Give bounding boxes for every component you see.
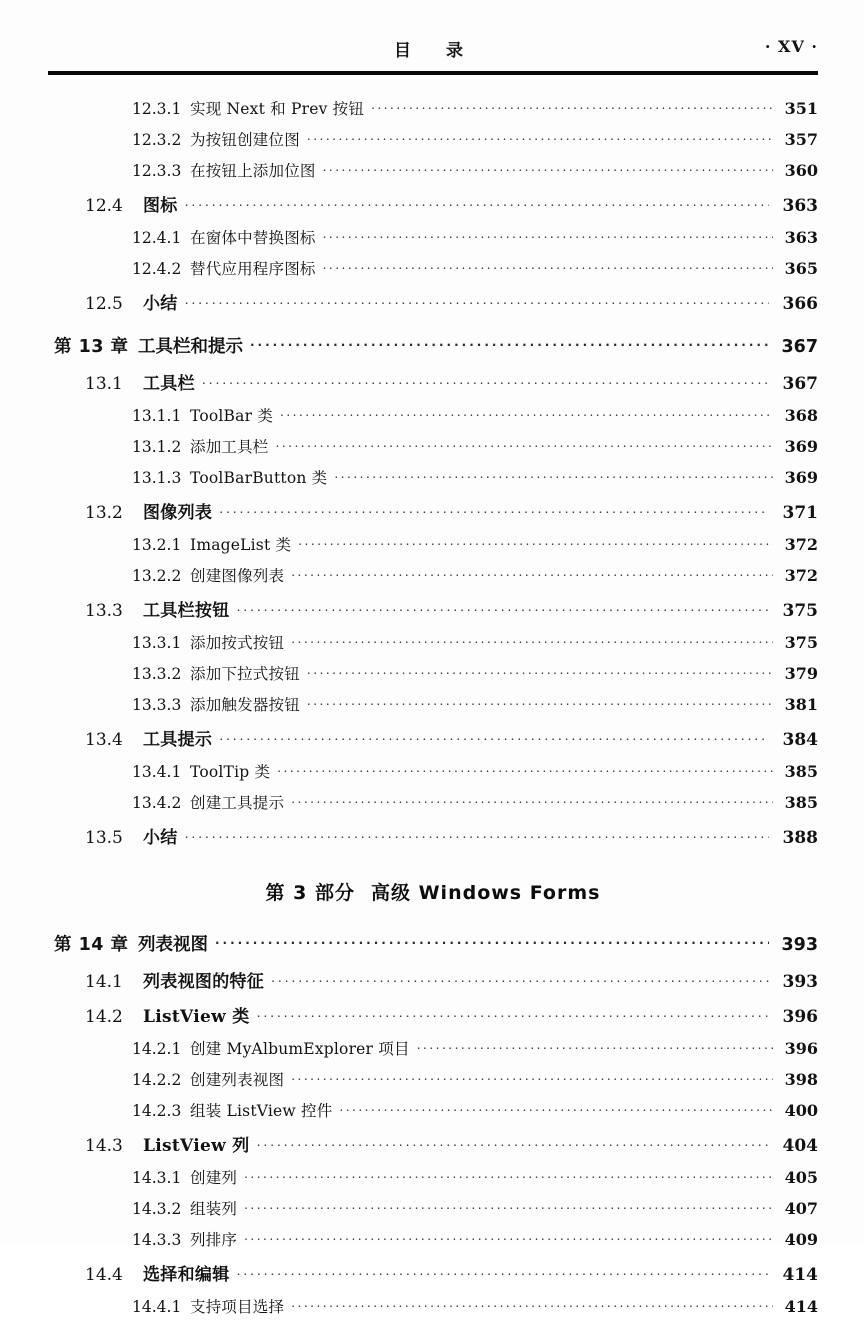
toc-entry-number: 13.3 [85,601,123,621]
toc-entry-title: 添加下拉式按钮 [190,665,300,683]
toc-entry-page-number: 404 [782,1136,818,1156]
toc-entry-title: 在窗体中替换图标 [190,229,316,247]
toc-entry-number: 14.3.2 [132,1200,182,1218]
toc-entry-number: 12.3.1 [132,100,182,118]
toc-leader-dots [185,292,769,309]
toc-entry[interactable] [48,466,818,488]
toc-entry-number: 13.1.1 [132,407,182,425]
toc-entry-title: ToolTip 类 [190,763,271,781]
toc-entry-page-number: 385 [784,793,818,812]
part-heading [48,878,818,905]
toc-entry-title: 列排序 [190,1231,238,1249]
toc-entry-number: 13.4.2 [132,794,182,812]
toc-leader-dots [291,566,773,582]
toc-leader-dots [280,406,773,422]
toc-entry-number: 13.3.3 [132,696,182,714]
toc-entry-number: 13.1.2 [132,438,182,456]
toc-leader-dots [323,259,773,275]
toc-entry-number: 第 14 章 [54,935,129,955]
toc-leader-dots [307,664,773,680]
page-folio: · XV · [764,37,818,56]
toc-entry-page-number: 384 [782,730,818,750]
toc-leader-dots [291,1297,773,1313]
toc-entry-number: 13.2.1 [132,536,182,554]
toc-entry-page-number: 381 [784,695,818,714]
toc-entry-title: 工具栏按钮 [143,601,230,621]
toc-entry-page-number: 396 [782,1007,818,1027]
toc-entry-number: 14.3.3 [132,1231,182,1249]
toc-entry-page-number: 363 [782,196,818,216]
toc-entry-title: 创建 MyAlbumExplorer 项目 [190,1040,410,1058]
toc-entry-page-number: 372 [784,566,818,585]
toc-entry-title: 创建工具提示 [190,794,285,812]
toc-entry-title: 添加工具栏 [190,438,269,456]
toc-leader-dots [219,501,769,518]
toc-entry-page-number: 405 [784,1168,818,1187]
toc-entry-number: 13.4 [85,730,123,750]
toc-entry-number: 14.3.1 [132,1169,182,1187]
toc-entry-page-number: 371 [782,503,818,523]
toc-entry-number: 13.3.2 [132,665,182,683]
toc-entry-page-number: 398 [784,1070,818,1089]
toc-entry-page-number: 375 [782,601,818,621]
toc-entry-title: 创建列表视图 [190,1071,285,1089]
toc-entry[interactable] [48,1260,818,1285]
toc-entry[interactable] [48,791,818,813]
toc-entry[interactable] [48,289,818,314]
toc-entry-number: 13.2 [85,503,123,523]
toc-entry-page-number: 393 [781,935,818,955]
toc-entry[interactable] [48,631,818,653]
toc-leader-dots [298,535,773,551]
toc-entry-page-number: 369 [784,437,818,456]
toc-entry-page-number: 414 [782,1265,818,1285]
toc-entry-title: ToolBar 类 [190,407,274,425]
toc-entry[interactable] [48,931,818,956]
toc-entry-number: 13.5 [85,828,123,848]
toc-leader-dots [244,1168,773,1184]
toc-entry-title: 组装 ListView 控件 [190,1102,333,1120]
toc-entry-number: 13.2.2 [132,567,182,585]
toc-leader-dots [371,99,773,115]
toc-entry-number: 14.2.2 [132,1071,182,1089]
toc-entry-number: 12.4 [85,196,123,216]
toc-entry[interactable] [48,1068,818,1090]
toc-entry-title: 列表视图 [138,935,208,955]
toc-entry-number: 13.4.1 [132,763,182,781]
toc-entry-title: 添加按式按钮 [190,634,285,652]
toc-entry[interactable] [48,725,818,750]
toc-entry-number: 14.4.1 [132,1298,182,1316]
toc-entry[interactable] [48,662,818,684]
toc-entry-page-number: 367 [781,337,818,357]
toc-leader-dots [250,335,769,353]
toc-entry-page-number: 351 [784,99,818,118]
toc-entry-number: 13.1.3 [132,469,182,487]
toc-entry[interactable] [48,404,818,426]
toc-entry-page-number: 369 [784,468,818,487]
toc-leader-dots [215,933,769,951]
toc-leader-dots [237,1263,770,1280]
toc-entry-number: 14.2 [85,1007,123,1027]
header-rule [48,71,818,75]
toc-leader-dots [307,130,773,146]
toc-entry-page-number: 368 [784,406,818,425]
toc-entry[interactable] [48,1295,818,1317]
toc-entry[interactable] [48,1002,818,1027]
toc-entry-page-number: 388 [782,828,818,848]
toc-entry[interactable] [48,596,818,621]
toc-entry[interactable] [48,1166,818,1188]
toc-leader-dots [277,762,773,778]
toc-entry-title: 实现 Next 和 Prev 按钮 [190,100,365,118]
toc-entry-number: 14.1 [85,972,123,992]
toc-entry[interactable] [48,1099,818,1121]
toc-section-chapter-14 [48,931,818,1317]
toc-entry[interactable] [48,369,818,394]
toc-entry-title: 工具栏和提示 [138,337,243,357]
toc-entry-title: 工具栏 [143,374,195,394]
toc-entry-number: 14.2.1 [132,1040,182,1058]
toc-entry-number: 12.4.1 [132,229,182,247]
toc-entry-page-number: 385 [784,762,818,781]
toc-entry-title: 支持项目选择 [190,1298,285,1316]
toc-entry[interactable] [48,967,818,992]
toc-entry-title: ToolBarButton 类 [190,469,328,487]
toc-leader-dots [307,695,773,711]
running-head [48,36,818,70]
toc-entry[interactable] [48,693,818,715]
toc-entry[interactable] [48,333,818,358]
toc-section-chapter-12-13 [48,97,818,848]
toc-leader-dots [271,970,769,987]
toc-leader-dots [257,1134,769,1151]
toc-entry-page-number: 379 [784,664,818,683]
toc-leader-dots [323,228,773,244]
toc-leader-dots [219,728,769,745]
toc-entry[interactable] [48,498,818,523]
toc-entry[interactable] [48,257,818,279]
toc-entry-page-number: 375 [784,633,818,652]
toc-entry-number: 13.3.1 [132,634,182,652]
toc-entry[interactable] [48,97,818,119]
toc-entry[interactable] [48,1228,818,1250]
toc-entry-page-number: 396 [784,1039,818,1058]
toc-entry[interactable] [48,226,818,248]
toc-entry-number: 12.3.2 [132,131,182,149]
toc-entry-page-number: 372 [784,535,818,554]
toc-leader-dots [339,1101,773,1117]
toc-entry-title: 列表视图的特征 [143,972,265,992]
toc-entry-title: 组装列 [190,1200,238,1218]
toc-entry[interactable] [48,533,818,555]
toc-leader-dots [244,1230,773,1246]
toc-entry[interactable] [48,435,818,457]
toc-entry-title: 图像列表 [143,503,213,523]
toc-entry[interactable] [48,1037,818,1059]
toc-leader-dots [291,793,773,809]
toc-entry-number: 12.5 [85,294,123,314]
toc-entry-title: 小结 [143,294,178,314]
running-head-title: 目 录 [394,41,472,61]
toc-entry-page-number: 366 [782,294,818,314]
scan-artifact: · · · · · · · · [370,1198,494,1206]
toc-entry-title: 为按钮创建位图 [190,131,300,149]
toc-entry-title: 图标 [143,196,178,216]
toc-entry-title: 替代应用程序图标 [190,260,316,278]
toc-leader-dots [257,1005,769,1022]
toc-entry-number: 14.2.3 [132,1102,182,1120]
toc-entry-title: ListView 类 [143,1007,250,1027]
toc-entry-number: 第 13 章 [54,337,129,357]
toc-leader-dots [291,633,773,649]
toc-entry-page-number: 363 [784,228,818,247]
toc-entry-page-number: 393 [782,972,818,992]
toc-leader-dots [417,1039,773,1055]
toc-entry-title: 创建列 [190,1169,238,1187]
toc-entry-number: 12.3.3 [132,162,182,180]
toc-leader-dots [323,161,773,177]
toc-entry-title: ListView 列 [143,1136,250,1156]
toc-leader-dots [202,372,769,389]
toc-leader-dots [276,437,773,453]
toc-leader-dots [237,599,770,616]
toc-entry-page-number: 407 [784,1199,818,1218]
toc-entry-title: 小结 [143,828,178,848]
toc-entry-page-number: 365 [784,259,818,278]
toc-entry-number: 14.3 [85,1136,123,1156]
toc-entry-page-number: 357 [784,130,818,149]
toc-entry-page-number: 367 [782,374,818,394]
toc-entry[interactable] [48,159,818,181]
toc-leader-dots [185,194,769,211]
toc-entry-title: 在按钮上添加位图 [190,162,316,180]
toc-entry-number: 13.1 [85,374,123,394]
toc-entry-title: ImageList 类 [190,536,292,554]
toc-entry-title: 创建图像列表 [190,567,285,585]
part-label: 第 3 部分 [265,882,355,904]
toc-leader-dots [185,826,769,843]
toc-entry-number: 12.4.2 [132,260,182,278]
toc-entry[interactable] [48,128,818,150]
toc-entry-page-number: 409 [784,1230,818,1249]
table-of-contents [48,88,818,1326]
toc-entry-page-number: 414 [784,1297,818,1316]
toc-entry-title: 添加触发器按钮 [190,696,300,714]
toc-entry-page-number: 360 [784,161,818,180]
toc-leader-dots [334,468,773,484]
toc-entry-number: 14.4 [85,1265,123,1285]
toc-entry[interactable] [48,760,818,782]
toc-entry[interactable] [48,191,818,216]
toc-entry[interactable] [48,564,818,586]
toc-entry-title: 工具提示 [143,730,213,750]
part-title: 高级 Windows Forms [370,882,601,904]
toc-entry[interactable] [48,1131,818,1156]
toc-leader-dots [291,1070,773,1086]
toc-entry[interactable] [48,823,818,848]
toc-entry-page-number: 400 [784,1101,818,1120]
toc-entry-title: 选择和编辑 [143,1265,230,1285]
